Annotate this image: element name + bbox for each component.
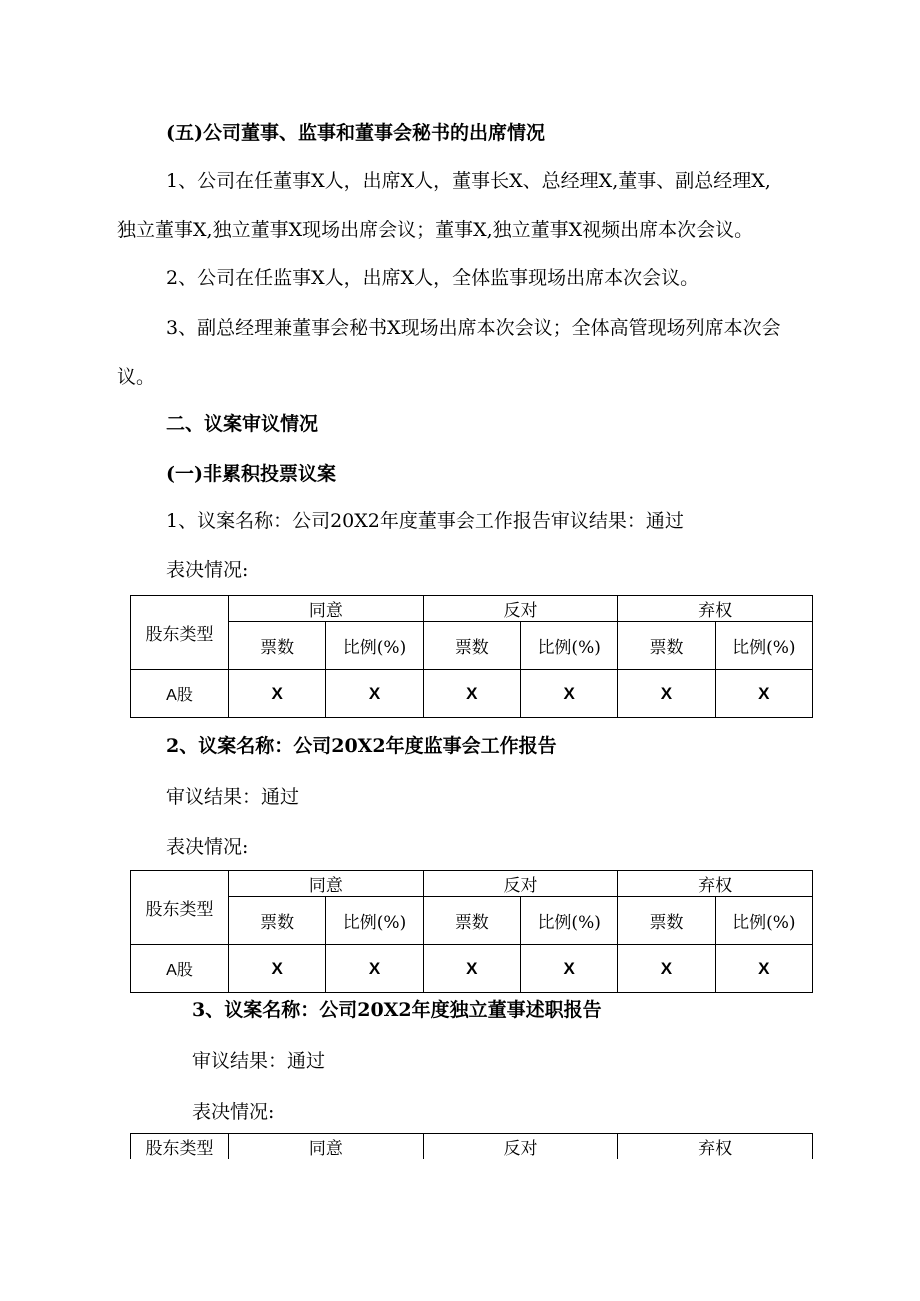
- cell-abstain-votes: X: [618, 670, 715, 718]
- cell-against-ratio: X: [520, 670, 617, 718]
- proposal-3-result: 审议结果：通过: [192, 1050, 326, 1072]
- para3-line2: 议。: [117, 366, 156, 388]
- proposal-1-vote-label: 表决情况:: [166, 559, 249, 581]
- header-ratio: 比例(%): [326, 622, 423, 670]
- header-ratio: 比例(%): [520, 622, 617, 670]
- header-abstain: 弃权: [618, 596, 813, 622]
- header-ratio: 比例(%): [520, 897, 617, 945]
- header-against: 反对: [423, 596, 618, 622]
- proposal-3-title: 3、议案名称：公司20X2年度独立董事述职报告: [192, 999, 602, 1021]
- header-abstain: 弃权: [618, 871, 813, 897]
- header-ratio: 比例(%): [326, 897, 423, 945]
- para1-line2: 独立董事X,独立董事X现场出席会议；董事X,独立董事X视频出席本次会议。: [117, 219, 754, 241]
- cell-type: A股: [131, 945, 229, 993]
- header-votes: 票数: [229, 622, 326, 670]
- table-row: [131, 945, 813, 993]
- cell-agree-votes: X: [229, 670, 326, 718]
- cell-against-votes: X: [423, 945, 520, 993]
- cell-abstain-ratio: X: [715, 670, 812, 718]
- cell-abstain-ratio: X: [715, 945, 812, 993]
- vote-table-2: [130, 870, 813, 993]
- vote-table-1: [130, 595, 813, 718]
- header-shareholder-type: 股东类型: [131, 596, 229, 670]
- header-shareholder-type: 股东类型: [131, 871, 229, 945]
- cell-against-ratio: X: [520, 945, 617, 993]
- cell-against-votes: X: [423, 670, 520, 718]
- proposal-2-vote-label: 表决情况:: [166, 836, 249, 858]
- cell-agree-ratio: X: [326, 670, 423, 718]
- header-agree: 同意: [229, 871, 424, 897]
- section5-title: (五)公司董事、监事和董事会秘书的出席情况: [166, 122, 545, 144]
- header-shareholder-type: 股东类型: [131, 1134, 229, 1160]
- header-votes: 票数: [229, 897, 326, 945]
- header-votes: 票数: [423, 897, 520, 945]
- header-agree: 同意: [229, 1134, 424, 1160]
- header-ratio: 比例(%): [715, 622, 812, 670]
- proposal-2-result: 审议结果：通过: [166, 786, 300, 808]
- header-votes: 票数: [618, 897, 715, 945]
- header-votes: 票数: [618, 622, 715, 670]
- sub1-title: (一)非累积投票议案: [166, 463, 336, 485]
- header-votes: 票数: [423, 622, 520, 670]
- para3-line1: 3、副总经理兼董事会秘书X现场出席本次会议；全体高管现场列席本次会: [166, 317, 781, 339]
- proposal-2-title: 2、议案名称：公司20X2年度监事会工作报告: [166, 735, 557, 757]
- header-against: 反对: [423, 871, 618, 897]
- vote-table-3: [130, 1133, 813, 1159]
- cell-agree-ratio: X: [326, 945, 423, 993]
- section2-title: 二、议案审议情况: [166, 413, 319, 435]
- cell-type: A股: [131, 670, 229, 718]
- header-abstain: 弃权: [618, 1134, 813, 1160]
- para2: 2、公司在任监事X人，出席X人，全体监事现场出席本次会议。: [166, 267, 700, 289]
- cell-abstain-votes: X: [618, 945, 715, 993]
- vote-table-3-clip: [130, 1133, 814, 1159]
- header-against: 反对: [423, 1134, 618, 1160]
- table-row: [131, 670, 813, 718]
- para1-line1: 1、公司在任董事X人，出席X人，董事长X、总经理X,董事、副总经理X,: [166, 170, 771, 192]
- header-ratio: 比例(%): [715, 897, 812, 945]
- cell-agree-votes: X: [229, 945, 326, 993]
- proposal-3-vote-label: 表决情况:: [192, 1101, 275, 1123]
- header-agree: 同意: [229, 596, 424, 622]
- proposal-1-title: 1、议案名称：公司20X2年度董事会工作报告审议结果：通过: [166, 510, 684, 532]
